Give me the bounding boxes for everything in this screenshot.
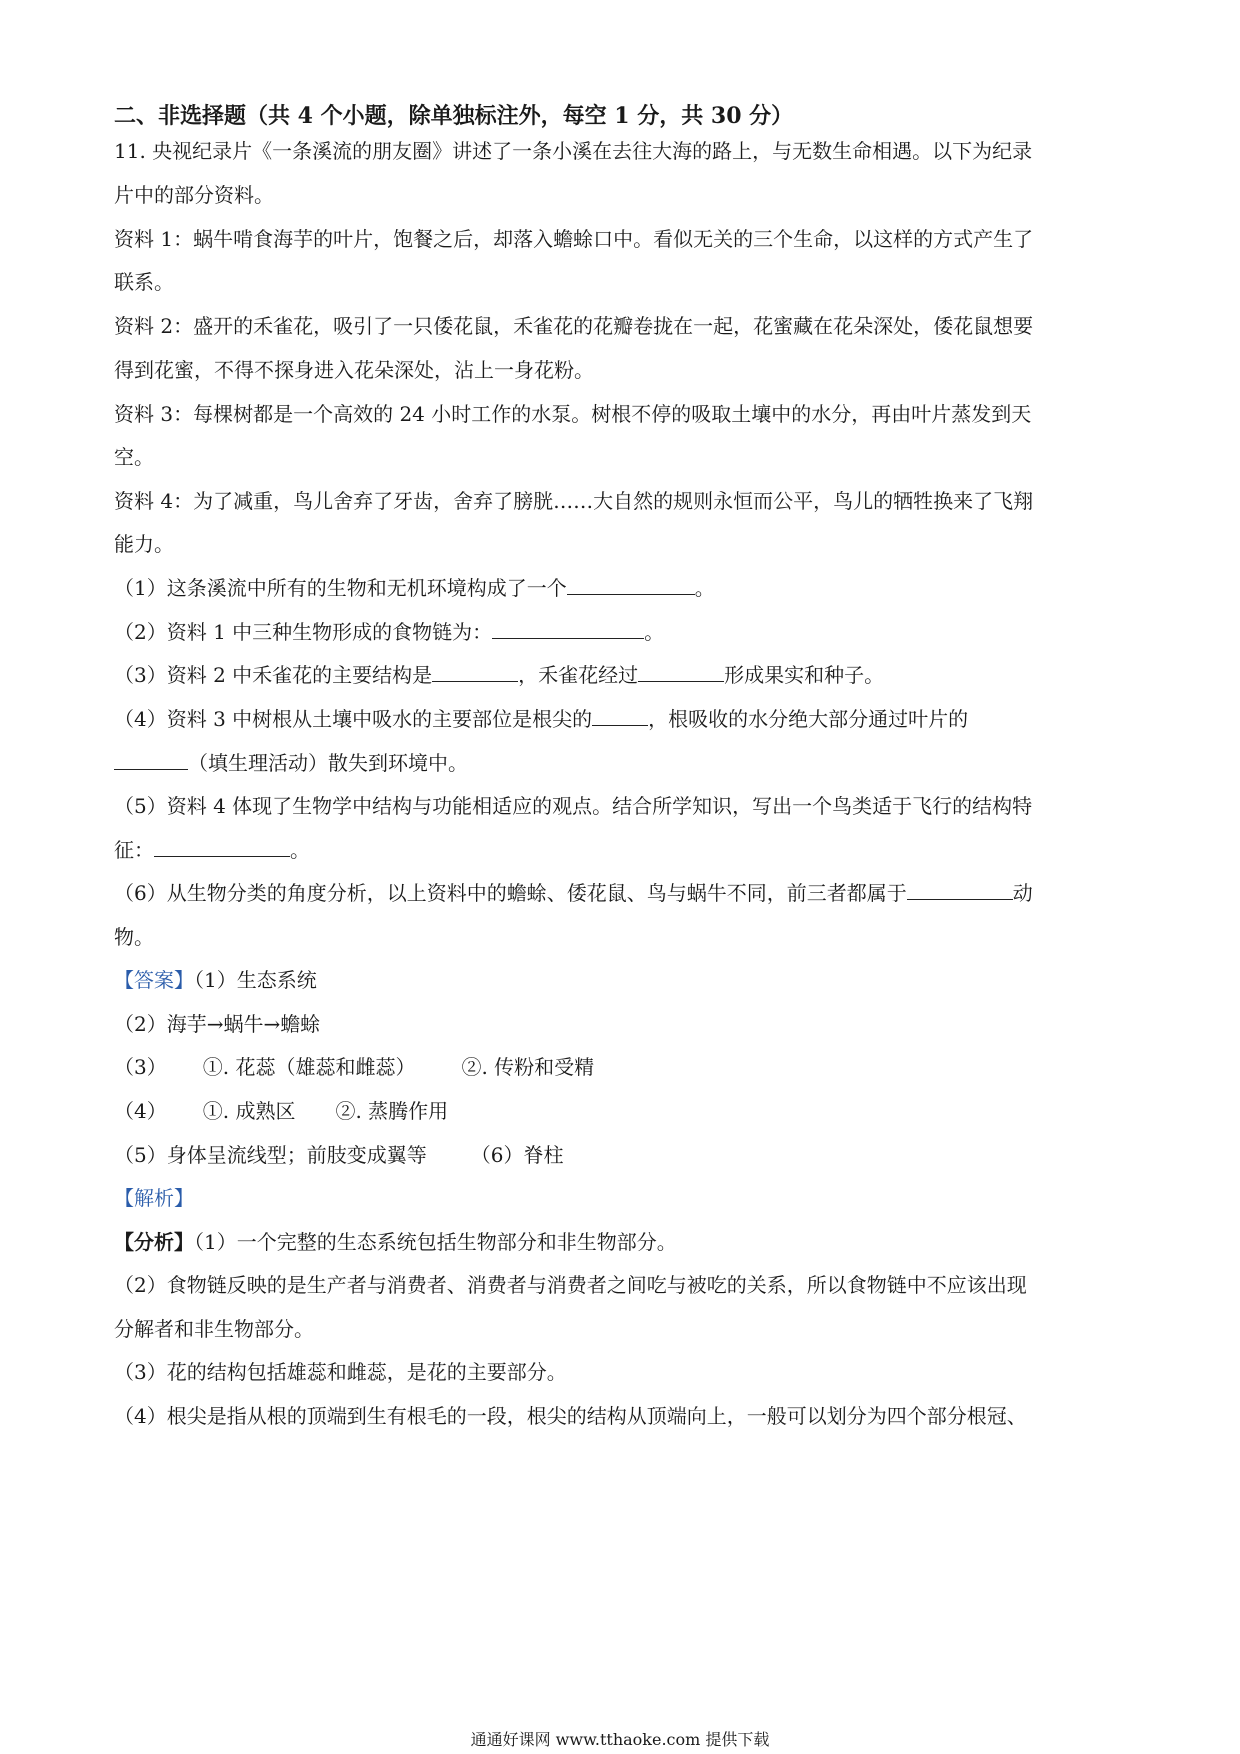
material4-line1: 资料 4：为了减重，鸟儿舍弃了牙齿，舍弃了膀胱……大自然的规则永恒而公平，鸟儿的牺牲换来了飞翔: [114, 489, 1034, 513]
answer-5: （5）身体呈流线型；前肢变成翼等: [114, 1143, 427, 1167]
answer-6: （6）脊柱: [470, 1143, 564, 1167]
page-footer: 通通好课网 www.tthaoke.com 提供下载: [470, 1730, 770, 1749]
subquestion-4-mid: ，根吸收的水分绝大部分通过叶片的: [648, 707, 969, 731]
analysis-subtag: 【分析】: [114, 1230, 194, 1254]
material2-line2: 得到花蜜，不得不探身进入花朵深处，沾上一身花粉。: [114, 358, 594, 382]
analysis-tag-text: 【解析】: [114, 1186, 194, 1210]
answer-1: （1）生态系统: [194, 968, 317, 992]
analysis-point-2-line1: （2）食物链反映的是生产者与消费者、消费者与消费者之间吃与被吃的关系，所以食物链中不应该出现: [114, 1273, 1027, 1297]
answer-blank-2[interactable]: [492, 620, 644, 639]
answer-3-number: （3）: [114, 1055, 167, 1079]
subquestion-1-end: 。: [694, 576, 715, 600]
subquestion-4-line2: [114, 751, 1124, 775]
question-intro-line1: 11. 央视纪录片《一条溪流的朋友圈》讲述了一条小溪在去往大海的路上，与无数生命相遇。以下为纪录: [114, 139, 1033, 163]
subquestion-4-line1: [114, 707, 1124, 731]
material2-line1: 资料 2：盛开的禾雀花，吸引了一只倭花鼠，禾雀花的花瓣卷拢在一起，花蜜藏在花朵深处，倭花鼠想要: [114, 314, 1034, 338]
analysis-tag: [114, 1186, 1124, 1210]
answer-blank-3b[interactable]: [638, 663, 724, 682]
material4-line2: 能力。: [114, 532, 174, 556]
material3-line1: 资料 3：每棵树都是一个高效的 24 小时工作的水泵。树根不停的吸取土壤中的水分，再由叶片蒸发到天: [114, 402, 1032, 426]
analysis-point-4: （4）根尖是指从根的顶端到生有根毛的一段，根尖的结构从顶端向上，一般可以划分为四个部分根冠、: [114, 1404, 1027, 1428]
subquestion-3-end: 形成果实和种子。: [724, 663, 885, 687]
material3-line2: 空。: [114, 445, 154, 469]
subquestion-1: [114, 576, 1124, 600]
subquestion-2-text: （2）资料 1 中三种生物形成的食物链为：: [114, 620, 493, 644]
analysis-point-2-line2: 分解者和非生物部分。: [114, 1317, 314, 1341]
answer-4-part1: ①. 成熟区: [202, 1099, 296, 1123]
answer-line-5: [114, 1143, 1124, 1167]
subquestion-2-end: 。: [644, 620, 665, 644]
answer-3-part1: ①. 花蕊（雄蕊和雌蕊）: [202, 1055, 416, 1079]
subquestion-5-line2: [114, 838, 1124, 862]
subquestion-6-line1: [114, 881, 1124, 905]
analysis-point-1: （1）一个完整的生态系统包括生物部分和非生物部分。: [194, 1230, 677, 1254]
answer-line-3: [114, 1055, 1124, 1079]
material1-line2: 联系。: [114, 270, 174, 294]
answer-4-number: （4）: [114, 1099, 167, 1123]
section-heading: 二、非选择题（共 4 个小题，除单独标注外，每空 1 分，共 30 分）: [114, 103, 794, 129]
subquestion-6-line2: 物。: [114, 925, 154, 949]
answer-blank-4b[interactable]: [114, 751, 188, 770]
answer-blank-4a[interactable]: [592, 707, 648, 726]
answer-tag: 【答案】: [114, 968, 194, 992]
answer-3-part2: ②. 传粉和受精: [461, 1055, 595, 1079]
material1-line1: 资料 1：蜗牛啃食海芋的叶片，饱餐之后，却落入蟾蜍口中。看似无关的三个生命，以这样的方式产生了: [114, 227, 1034, 251]
answer-blank-1[interactable]: [567, 576, 695, 595]
subquestion-3-text: （3）资料 2 中禾雀花的主要结构是: [114, 663, 433, 687]
subquestion-3: [114, 663, 1124, 687]
analysis-point-3: （3）花的结构包括雄蕊和雌蕊，是花的主要部分。: [114, 1360, 567, 1384]
subquestion-6-text: （6）从生物分类的角度分析，以上资料中的蟾蜍、倭花鼠、鸟与蜗牛不同，前三者都属于: [114, 881, 907, 905]
subquestion-6-mid: 动: [1012, 881, 1033, 905]
subquestion-3-mid: ，禾雀花经过: [518, 663, 639, 687]
answer-4-part2: ②. 蒸腾作用: [335, 1099, 449, 1123]
question-intro-line2: 片中的部分资料。: [114, 183, 274, 207]
subquestion-4-text: （4）资料 3 中树根从土壤中吸水的主要部位是根尖的: [114, 707, 593, 731]
analysis-line-1: [114, 1230, 1124, 1254]
subquestion-5-end: 。: [290, 838, 310, 862]
subquestion-1-text: （1）这条溪流中所有的生物和无机环境构成了一个: [114, 576, 567, 600]
answer-blank-3a[interactable]: [432, 663, 518, 682]
answer-blank-6[interactable]: [907, 881, 1013, 900]
answer-blank-5[interactable]: [154, 838, 290, 857]
subquestion-4-end: （填生理活动）散失到环境中。: [188, 751, 468, 775]
subquestion-2: [114, 620, 1124, 644]
subquestion-5-line1: （5）资料 4 体现了生物学中结构与功能相适应的观点。结合所学知识，写出一个鸟类适于飞行的结构特: [114, 794, 1033, 818]
answer-line-4: [114, 1099, 1124, 1123]
subquestion-5-text: 征：: [114, 838, 154, 862]
answer-2: （2）海芋→蜗牛→蟾蜍: [114, 1012, 321, 1036]
answer-line-1: [114, 968, 1124, 992]
